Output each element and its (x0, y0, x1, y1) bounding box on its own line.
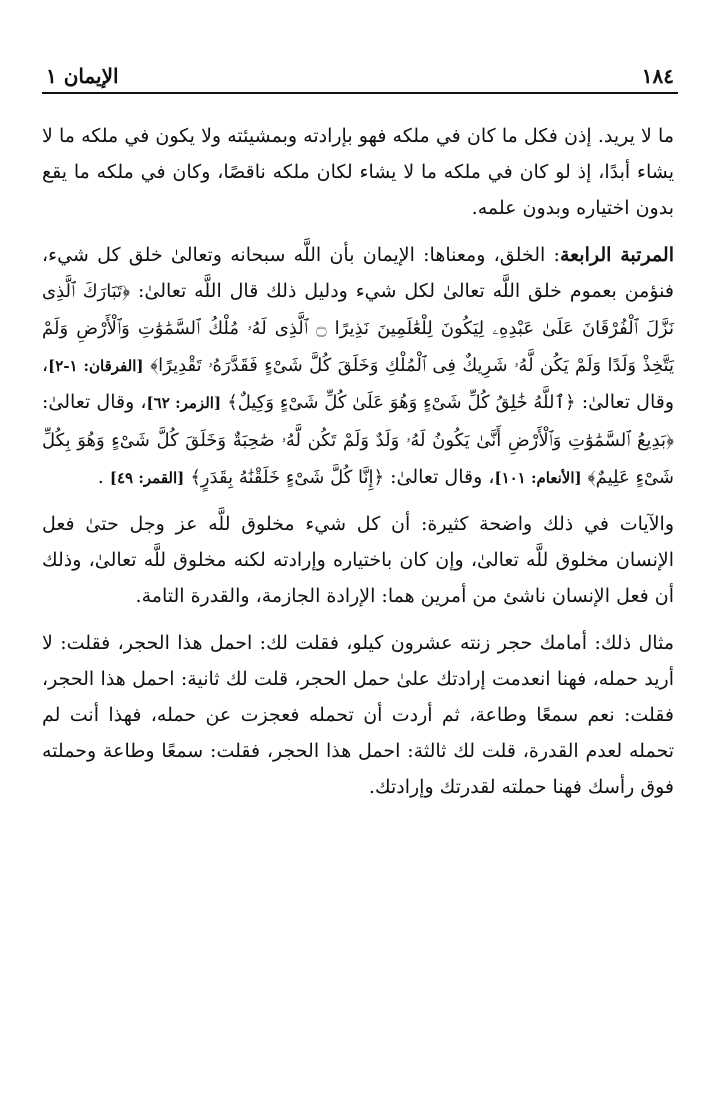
running-title: الإيمان ١ (46, 64, 119, 88)
page-header (42, 58, 678, 94)
quran-verse-3: ﴿بَدِيعُ ٱلسَّمَٰوَٰتِ وَٱلْأَرْضِ أَنَّىٰ يَكُونُ لَهُۥ وَلَدٌ وَلَمْ تَكُن لَّهُۥ صَٰحِبَةٌ وَخَلَقَ كُلَّ شَىْءٍ وَهُوَ بِكُلِّ شَىْءٍ عَلِيمٌ﴾ (42, 429, 674, 488)
verse-reference-2: [الزمر: ٦٢] (146, 394, 222, 413)
verse-reference-1: [الفرقان: ١-٢] (48, 357, 144, 376)
page-number: ١٨٤ (641, 64, 674, 88)
quran-verse-4: ﴿إِنَّا كُلَّ شَىْءٍ خَلَقْنَٰهُ بِقَدَرٍ﴾ (190, 466, 385, 488)
paragraph-4: مثال ذلك: أمامك حجر زنته عشرون كيلو، فقلت لك: احمل هذا الحجر، فقلت: لا أريد حمله، فهنا انعدمت إرادتك علىٰ حمل الحجر، قلت لك ثانية: احمل هذا الحجر، فقلت: نعم سمعًا وطاعة، ثم أردت أن تحمله فعجزت عن حمله، فهذا أنت لم تحمله لعدم القدرة، قلت لك ثالثة: احمل هذا الحجر، فقلت: سمعًا وطاعة وحملته فوق رأسك فهنا حملته لقدرتك وإرادتك. (42, 631, 674, 799)
paragraph-3: والآيات في ذلك واضحة كثيرة: أن كل شيء مخلوق للَّه عز وجل حتىٰ فعل الإنسان مخلوق للَّه تعالىٰ، وإن كان باختياره وإرادته لكنه مخلوق للَّه تعالىٰ، وذلك أن فعل الإنسان ناشئ من أمرين هما: الإرادة الجازمة، والقدرة التامة. (42, 513, 674, 608)
quran-verse-1: ﴿تَبَارَكَ ٱلَّذِى نَزَّلَ ٱلْفُرْقَانَ عَلَىٰ عَبْدِهِۦ لِيَكُونَ لِلْعَٰلَمِينَ نَذِيرًا ۝ ٱلَّذِى لَهُۥ مُلْكُ ٱلسَّمَٰوَٰتِ وَٱلْأَرْضِ وَلَمْ يَتَّخِذْ وَلَدًا وَلَمْ يَكُن لَّهُۥ شَرِيكٌ فِى ٱلْمُلْكِ وَخَلَقَ كُلَّ شَىْءٍ فَقَدَّرَهُۥ تَقْدِيرًا﴾ (42, 280, 675, 377)
quran-verse-2: ﴿ٱللَّهُ خَٰلِقُ كُلِّ شَىْءٍ وَهُوَ عَلَىٰ كُلِّ شَىْءٍ وَكِيلٌ﴾ (227, 392, 576, 414)
paragraph-2-text-b: ، وقال تعالىٰ: (42, 354, 674, 414)
paragraph-2-text-a: : الخلق، ومعناها: الإيمان بأن اللَّه سبحانه وتعالىٰ خلق كل شيء، فنؤمن بعموم خلق اللَّه تعالىٰ لكل شيء ودليل ذلك قال اللَّه تعالىٰ: (42, 243, 674, 302)
paragraph-2 (42, 237, 674, 496)
section-lead: المرتبة الرابعة (559, 243, 674, 266)
paragraph-2-text-e: . (97, 465, 110, 488)
page-body (42, 118, 674, 816)
paragraph-2-text-d: ، وقال تعالىٰ: (384, 465, 495, 488)
paragraph-2-text-c: ، وقال تعالىٰ: (42, 391, 147, 414)
verse-reference-4: [القمر: ٤٩] (109, 468, 185, 487)
paragraph-1: ما لا يريد. إذن فكل ما كان في ملكه فهو بإرادته وبمشيئته ولا يكون في ملكه ما لا يشاء أبدًا، إذ لو كان في ملكه ما لا يشاء لكان ملكه ناقصًا، وكان في ملكه ما يقع بدون اختياره وبدون علمه. (42, 125, 674, 220)
verse-reference-3: [الأنعام: ١٠١] (494, 468, 582, 487)
